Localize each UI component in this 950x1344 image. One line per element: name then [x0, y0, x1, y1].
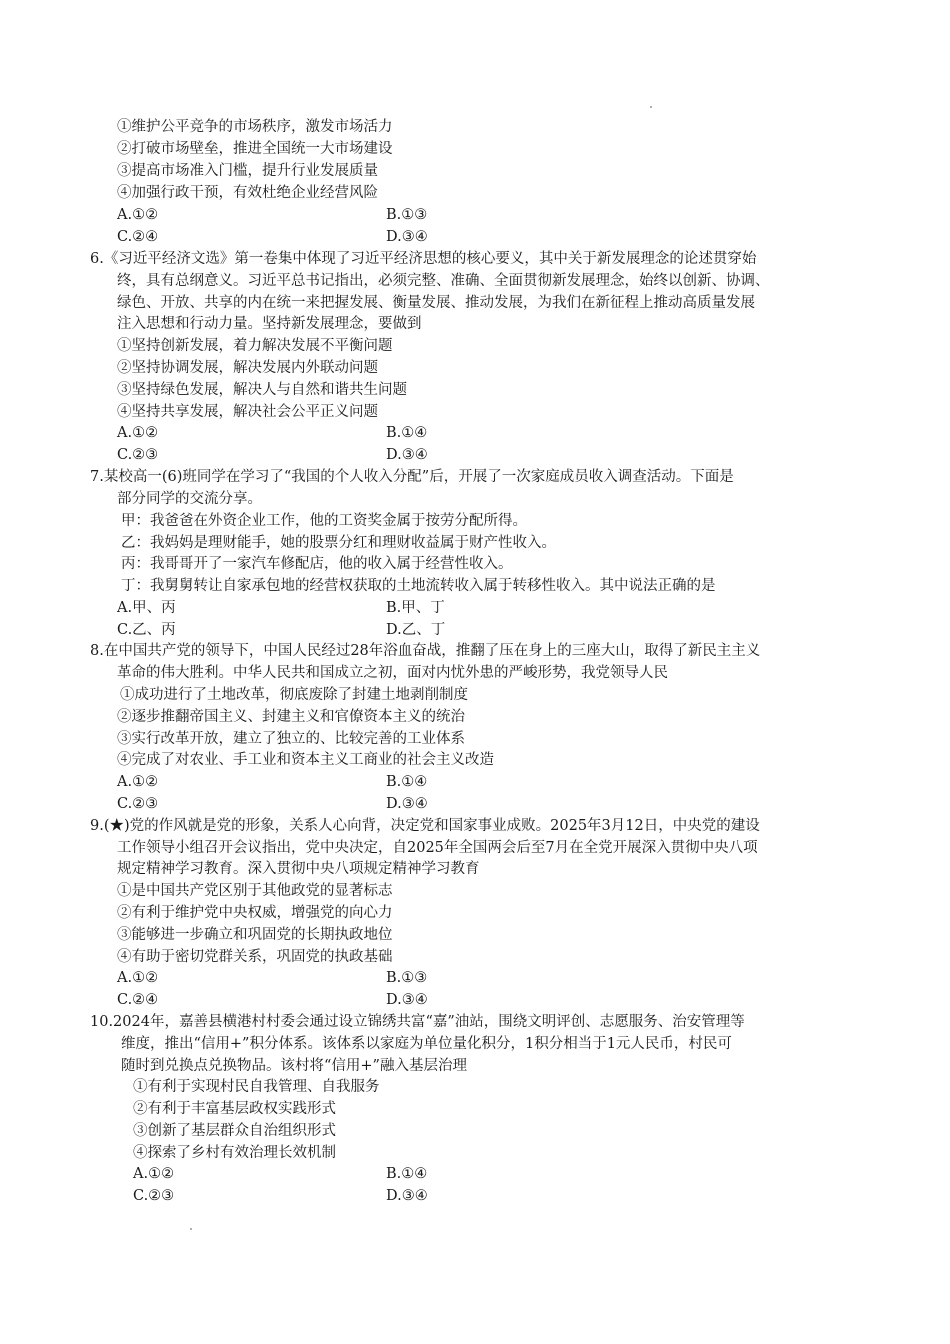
option-b: B.①④: [386, 774, 428, 790]
option-b: B.①④: [386, 425, 428, 441]
choice-item: 甲：我爸爸在外资企业工作，他的工资奖金属于按劳分配所得。: [121, 513, 527, 529]
question-stem-line: 7.某校高一(6)班同学在学习了“我国的个人收入分配”后，开展了一次家庭成员收入调查活动。下面是: [90, 469, 734, 485]
question-stem-line: 10.2024年，嘉善县横港村村委会通过设立锦绣共富“嘉”油站，围绕文明评创、志愿服务、治安管理等: [90, 1014, 745, 1030]
question-stem-line: 注入思想和行动力量。坚持新发展理念，要做到: [117, 316, 422, 332]
choice-item: ①有利于实现村民自我管理、自我服务: [133, 1079, 380, 1095]
question-stem-line: 绿色、开放、共享的内在统一来把握发展、衡量发展、推动发展，为我们在新征程上推动高质量发展: [117, 295, 755, 311]
option-c: C.②③: [117, 796, 159, 812]
question-stem-line: 随时到兑换点兑换物品。该村将“信用+”融入基层治理: [121, 1058, 467, 1074]
option-a: A.①②: [117, 774, 159, 790]
option-a: A.①②: [117, 425, 159, 441]
choice-item: ③坚持绿色发展，解决人与自然和谐共生问题: [117, 382, 407, 398]
question-stem-line: 6.《习近平经济文选》第一卷集中体现了习近平经济思想的核心要义，其中关于新发展理念的论述贯穿始: [90, 251, 757, 267]
question-stem-line: 终，具有总纲意义。习近平总书记指出，必须完整、准确、全面贯彻新发展理念，始终以创新、协调、: [117, 273, 770, 289]
question-stem-line: 革命的伟大胜利。中华人民共和国成立之初，面对内忧外患的严峻形势，我党领导人民: [117, 665, 668, 681]
option-d: D.③④: [386, 229, 428, 245]
question-stem-line: 8.在中国共产党的领导下，中国人民经过28年浴血奋战，推翻了压在身上的三座大山，取得了新民主主义: [90, 643, 761, 659]
choice-item: ③提高市场准入门槛，提升行业发展质量: [117, 163, 378, 179]
scan-speck: [650, 106, 652, 108]
choice-item: ③创新了基层群众自治组织形式: [133, 1123, 336, 1139]
choice-item: ③能够进一步确立和巩固党的长期执政地位: [117, 927, 393, 943]
choice-item: ②有利于丰富基层政权实践形式: [133, 1101, 336, 1117]
option-d: D.③④: [386, 447, 428, 463]
option-d: D.③④: [386, 992, 428, 1008]
choice-item: ②打破市场壁垒，推进全国统一大市场建设: [117, 141, 393, 157]
choice-item: 乙：我妈妈是理财能手，她的股票分红和理财收益属于财产性收入。: [121, 535, 556, 551]
option-b: B.①③: [386, 970, 428, 986]
choice-item: ④完成了对农业、手工业和资本主义工商业的社会主义改造: [117, 752, 494, 768]
option-d: D.③④: [386, 796, 428, 812]
choice-item: ①坚持创新发展，着力解决发展不平衡问题: [117, 338, 393, 354]
choice-item: 丙：我哥哥开了一家汽车修配店，他的收入属于经营性收入。: [121, 556, 513, 572]
question-stem-line: 维度，推出“信用+”积分体系。该体系以家庭为单位量化积分，1积分相当于1元人民币，村民可: [121, 1036, 732, 1052]
option-b: B.①④: [386, 1166, 428, 1182]
question-stem-line: 部分同学的交流分享。: [117, 491, 262, 507]
choice-item: 丁：我舅舅转让自家承包地的经营权获取的土地流转收入属于转移性收入。其中说法正确的是: [121, 578, 716, 594]
option-a: A.甲、丙: [117, 600, 176, 616]
choice-item: ①维护公平竞争的市场秩序，激发市场活力: [117, 119, 393, 135]
question-stem-line: 规定精神学习教育。深入贯彻中央八项规定精神学习教育: [117, 861, 480, 877]
choice-item: ②逐步推翻帝国主义、封建主义和官僚资本主义的统治: [117, 709, 465, 725]
choice-item: ④加强行政干预，有效杜绝企业经营风险: [117, 185, 378, 201]
choice-item: ②坚持协调发展，解决发展内外联动问题: [117, 360, 378, 376]
option-d: D.③④: [386, 1188, 428, 1204]
choice-item: ②有利于维护党中央权威，增强党的向心力: [117, 905, 393, 921]
option-d: D.乙、丁: [386, 622, 446, 638]
option-c: C.②③: [133, 1188, 175, 1204]
option-c: C.②④: [117, 229, 159, 245]
option-b: B.甲、丁: [386, 600, 445, 616]
option-b: B.①③: [386, 207, 428, 223]
option-c: C.②④: [117, 992, 159, 1008]
option-a: A.①②: [117, 207, 159, 223]
scan-speck: [190, 1228, 192, 1230]
option-c: C.乙、丙: [117, 622, 176, 638]
choice-item: ①是中国共产党区别于其他政党的显著标志: [117, 883, 393, 899]
option-c: C.②③: [117, 447, 159, 463]
choice-item: ④探索了乡村有效治理长效机制: [133, 1145, 336, 1161]
option-a: A.①②: [133, 1166, 175, 1182]
option-a: A.①②: [117, 970, 159, 986]
choice-item: ④坚持共享发展，解决社会公平正义问题: [117, 404, 378, 420]
choice-item: ①成功进行了土地改革，彻底废除了封建土地剥削制度: [120, 687, 468, 703]
question-stem-line: 9.(★)党的作风就是党的形象，关系人心向背，决定党和国家事业成败。2025年3月12日，中央党的建设: [90, 818, 760, 834]
choice-item: ④有助于密切党群关系，巩固党的执政基础: [117, 949, 393, 965]
question-stem-line: 工作领导小组召开会议指出，党中央决定，自2025年全国两会后至7月在全党开展深入贯彻中央八项: [117, 840, 758, 856]
choice-item: ③实行改革开放，建立了独立的、比较完善的工业体系: [117, 731, 465, 747]
